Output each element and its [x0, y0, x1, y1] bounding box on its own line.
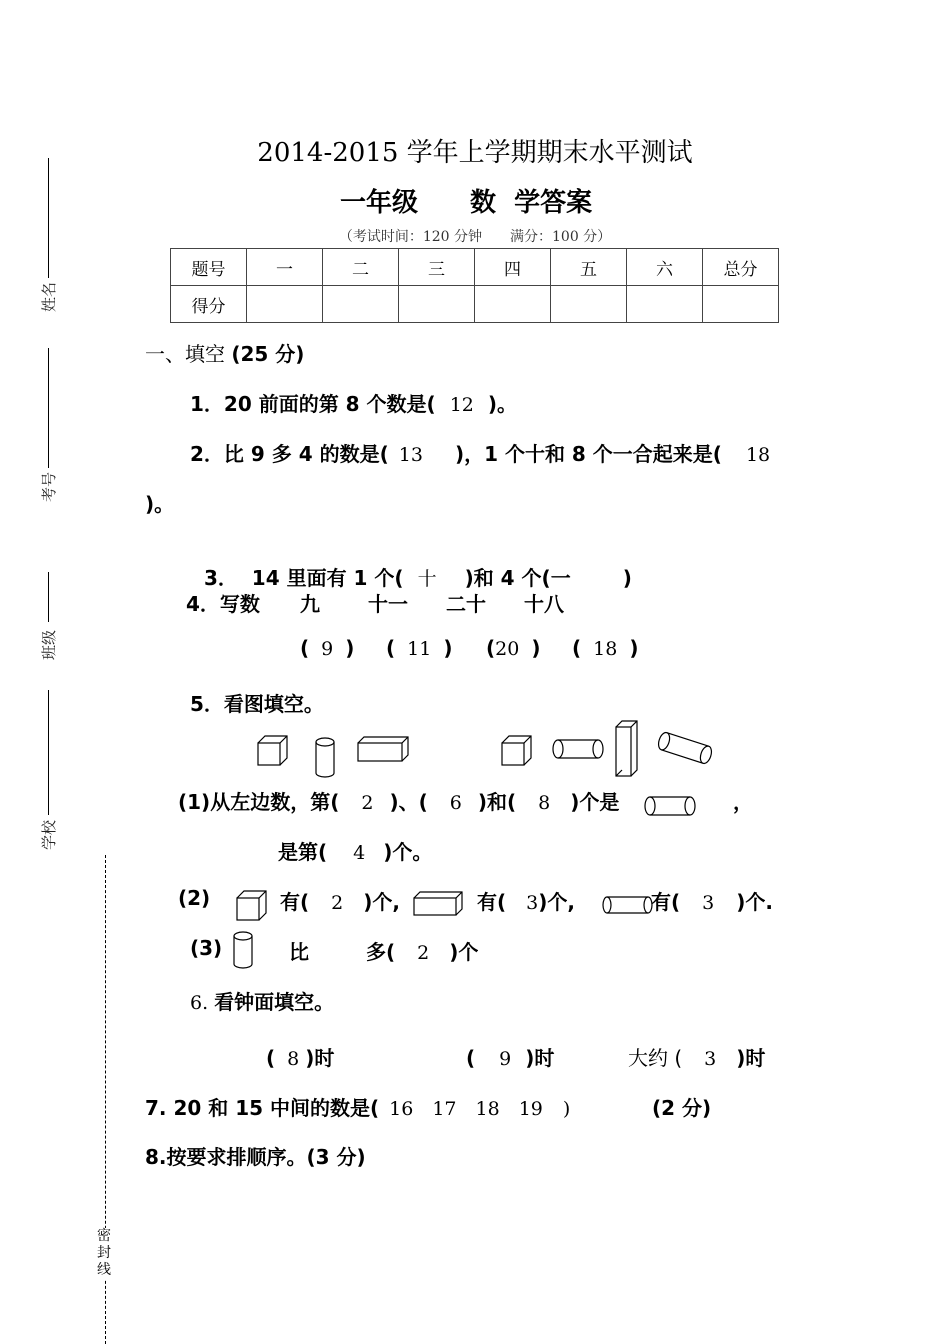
question-7 [145, 1092, 570, 1121]
q5-p3-answer[interactable]: 2 [417, 942, 430, 964]
q4-word-2: 十一 [368, 592, 408, 616]
score-header-cell: 六 [627, 249, 703, 286]
cylinder-upright-icon [316, 738, 334, 777]
q5-p1-sep-3: )个是 [570, 790, 620, 814]
q4-answer-1[interactable]: 9 [321, 638, 334, 660]
q7-points: (2 分) [652, 1096, 712, 1120]
tall-cuboid-icon [616, 721, 637, 776]
seal-char-1: 密 [97, 1228, 111, 1244]
q2-mid: )，1 个十和 8 个一合起来是( [454, 442, 722, 466]
q3-end: ) [622, 566, 632, 590]
q4-answer-2[interactable]: 11 [407, 638, 432, 660]
q6-c2-answer[interactable]: 9 [499, 1048, 512, 1070]
cuboid-icon [414, 892, 462, 915]
q4-answer-group-2: ( 11 ) [386, 636, 453, 660]
q6-text: 看钟面填空。 [214, 990, 335, 1014]
q5-p1-answer-1[interactable]: 2 [361, 792, 374, 814]
q5-p2-group-1 [280, 886, 400, 915]
q5-part1-line2 [278, 836, 432, 865]
question-8: 8.按要求排顺序。(3 分) [145, 1145, 366, 1169]
q3-text: 3． 14 里面有 1 个( [203, 566, 404, 590]
q6-c1-open: ( [266, 1046, 276, 1070]
q6-c1-answer[interactable]: 8 [287, 1048, 300, 1070]
school-label: 学校 [40, 819, 58, 850]
q5-p1-sep-2: )和( [477, 790, 517, 814]
q1-end: )。 [487, 392, 518, 416]
q5-p3-group [366, 936, 478, 965]
q5-p1-answer-2[interactable]: 6 [449, 792, 462, 814]
q5-p2-group-2 [477, 886, 575, 915]
q5-label: 5．看图填空。 [190, 692, 324, 716]
cube-icon [258, 736, 287, 765]
score-header-cell: 五 [551, 249, 627, 286]
q6-c3-answer[interactable]: 3 [704, 1048, 717, 1070]
q6-c3-close: )时 [736, 1046, 766, 1070]
q5-p2-t6: )个. [736, 890, 773, 914]
q2-answer-1[interactable]: 13 [398, 444, 423, 466]
q5-p1-comma: ， [733, 790, 753, 814]
cylinder-horizontal-icon [645, 797, 695, 815]
q5-p2-t5: 有( [651, 890, 681, 914]
question-6 [190, 986, 334, 1015]
q2-end: )。 [145, 492, 175, 516]
q3-mid: )和 4 个(一 [464, 566, 571, 590]
score-row-label: 得分 [171, 286, 247, 323]
q5-p1-sep-1: )、( [389, 790, 428, 814]
q4-label: 4．写数 [186, 592, 260, 616]
q5-p3-t1: 比 [289, 940, 309, 964]
q5-p2-answer-2[interactable]: 3 [526, 892, 539, 914]
q6-clock-3 [628, 1042, 765, 1071]
page-title: 2014-2015 学年上学期期末水平测试 [257, 138, 693, 168]
score-header-cell: 四 [475, 249, 551, 286]
score-header-cell: 一 [247, 249, 323, 286]
section1-title: 一、填空 [145, 342, 225, 366]
seal-char-3: 线 [97, 1262, 111, 1278]
q6-clock-1 [266, 1042, 334, 1071]
number-label: 考号 [40, 471, 58, 502]
q6-c1-close: )时 [305, 1046, 335, 1070]
cylinder-tilted-icon [657, 731, 714, 765]
q5-p2-t1: 有( [280, 890, 310, 914]
q5-p1-answer-3[interactable]: 8 [538, 792, 551, 814]
q5-p1-line2-end: )个。 [383, 840, 433, 864]
q4-answer-3[interactable]: 20 [495, 638, 520, 660]
seal-char-2: 封 [97, 1245, 111, 1261]
class-label: 班级 [40, 629, 58, 660]
q6-c2-close: )时 [525, 1046, 555, 1070]
q2-text: 2．比 9 多 4 的数是( [190, 442, 389, 466]
score-header-cell: 题号 [171, 249, 247, 286]
cylinder-upright-icon [234, 932, 252, 968]
q7-answers[interactable]: 16 17 18 19 [389, 1098, 543, 1120]
q4-answer-group-3: (20 ) [486, 636, 541, 660]
q4-answer-4[interactable]: 18 [593, 638, 618, 660]
q6-c2-open: ( [466, 1046, 476, 1070]
cube-icon [237, 891, 266, 920]
q4-word-3: 二十 [446, 592, 486, 616]
q5-p2-group-3 [651, 886, 773, 915]
q5-part1 [178, 786, 619, 815]
cylinder-horizontal-icon [553, 740, 603, 758]
section1-points: (25 分) [231, 342, 305, 366]
page-subtitle: 一年级 数 学答案 [340, 188, 593, 218]
q1-answer[interactable]: 12 [449, 394, 474, 416]
q6-clock-2 [466, 1042, 554, 1071]
q6-c3-prefix: 大约 ( [628, 1046, 683, 1070]
q4-answer-group-1: ( 9 ) [300, 636, 355, 660]
cylinder-horizontal-icon [603, 897, 652, 913]
cube-icon [502, 736, 531, 765]
q5-p2-t2: )个, [363, 890, 400, 914]
q1-text: 1．20 前面的第 8 个数是( [190, 392, 436, 416]
q7-text: 7. 20 和 15 中间的数是( [145, 1096, 380, 1120]
q5-p3-t3: )个 [449, 940, 479, 964]
q5-p2-label: (2) [178, 886, 211, 910]
q7-close: ) [562, 1098, 571, 1120]
q5-p3-label: (3) [190, 936, 223, 960]
exam-info: （考试时间：120 分钟 满分：100 分） [338, 229, 612, 245]
q5-p1-text: (1)从左边数，第( [178, 790, 340, 814]
q5-p2-t3: 有( [477, 890, 507, 914]
q4-answer-group-4: ( 18 ) [572, 636, 639, 660]
q3-answer[interactable]: 十 [417, 568, 437, 590]
q2-answer-2[interactable]: 18 [745, 444, 771, 466]
q5-p3-t2: 多( [366, 940, 396, 964]
score-header-cell: 总分 [703, 249, 779, 286]
q5-p2-answer-3[interactable]: 3 [702, 892, 715, 914]
cuboid-icon [358, 737, 408, 761]
q4-word-1: 九 [300, 592, 320, 616]
q5-p1-line2-text: 是第( [278, 840, 328, 864]
name-label: 姓名 [40, 281, 58, 312]
score-header-cell: 二 [323, 249, 399, 286]
q5-p2-answer-1[interactable]: 2 [331, 892, 344, 914]
q6-label: 6. [190, 992, 209, 1014]
score-header-cell: 三 [399, 249, 475, 286]
q4-word-4: 十八 [524, 592, 564, 616]
q5-p2-t4: )个, [538, 890, 575, 914]
q5-p1-answer-4[interactable]: 4 [353, 842, 366, 864]
